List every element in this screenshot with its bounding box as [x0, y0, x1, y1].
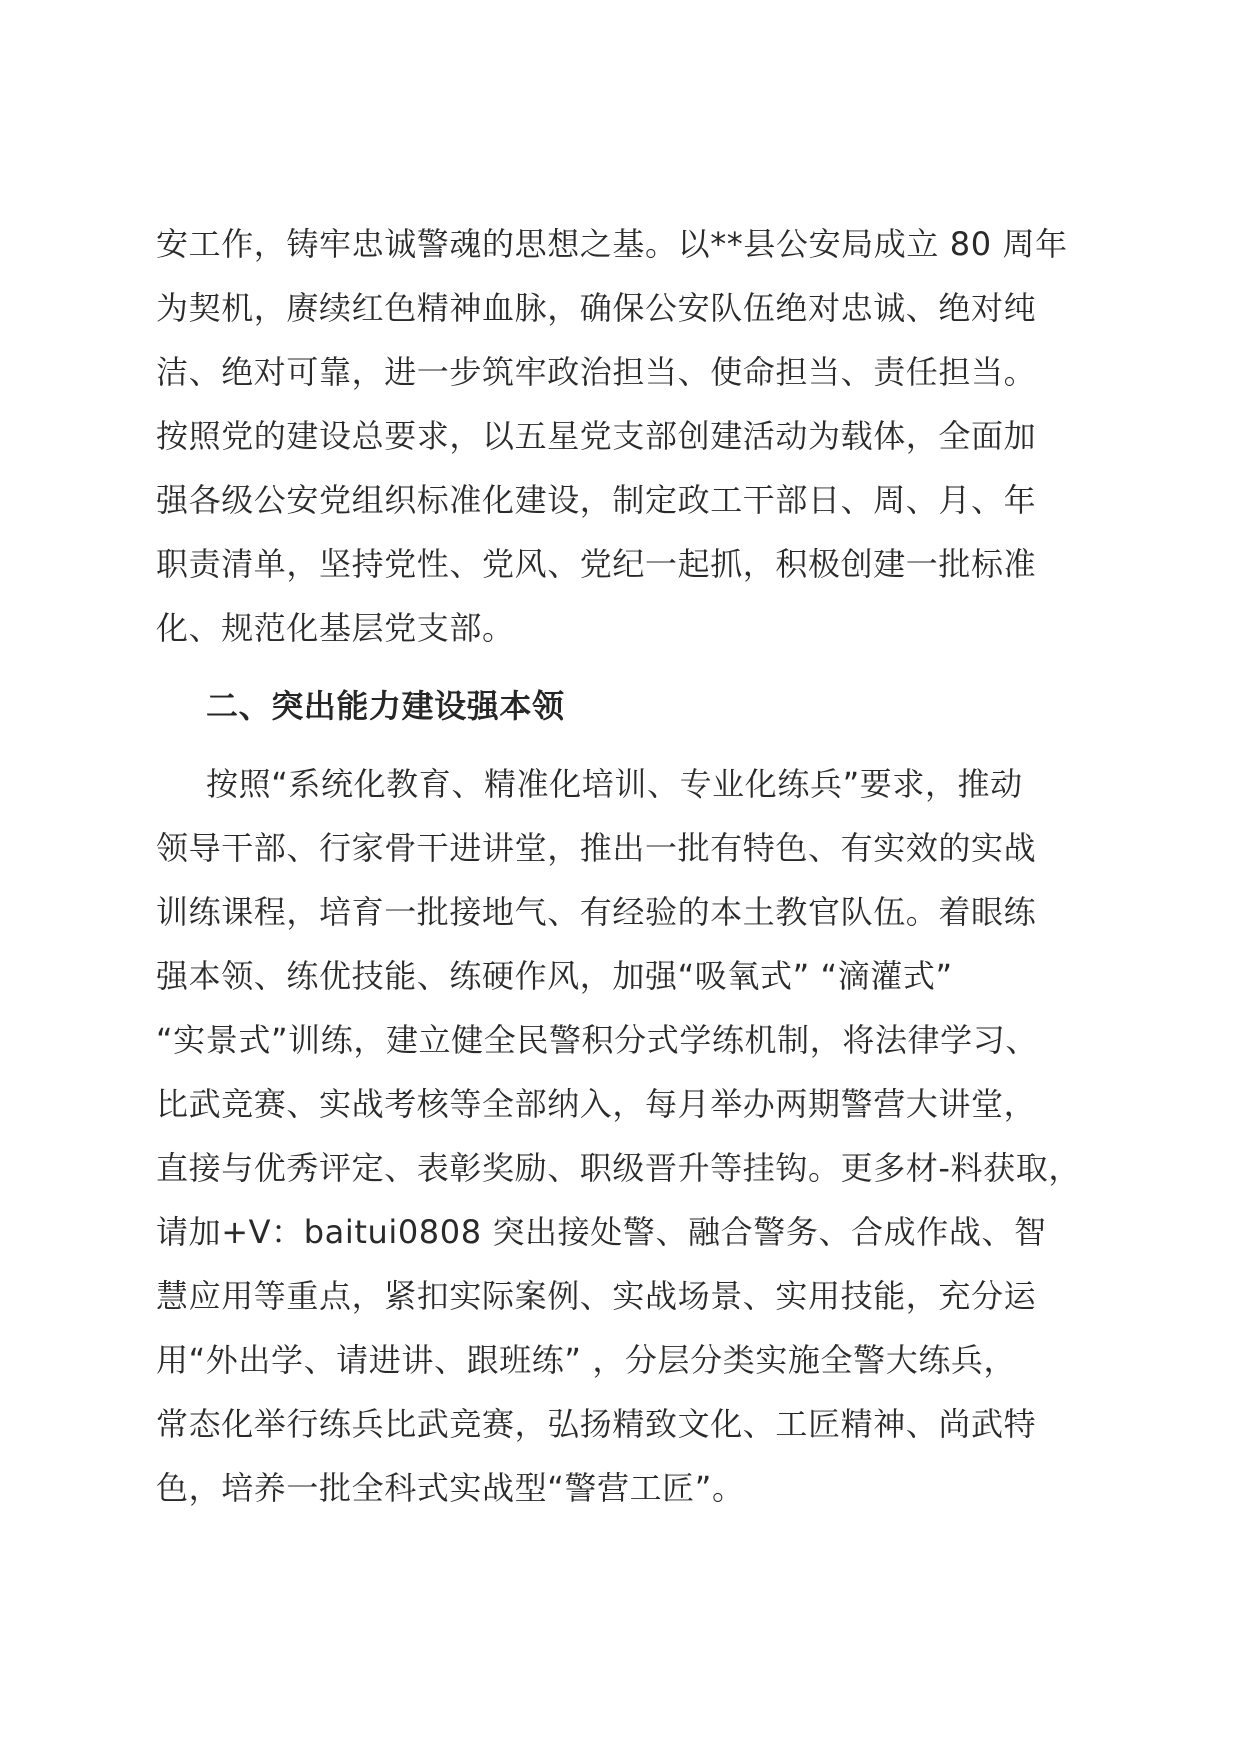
paragraph-line: 按照“系统化教育、精准化培训、专业化练兵”要求，推动 — [206, 765, 1023, 803]
paragraph-line: 训练课程，培育一批接地气、有经验的本土教官队伍。着眼练 — [156, 893, 1037, 931]
paragraph-line: 领导干部、行家骨干进讲堂，推出一批有特色、有实效的实战 — [156, 829, 1037, 867]
paragraph-line: 直接与优秀评定、表彰奖励、职级晋升等挂钩。更多材-料获取， — [156, 1149, 1081, 1187]
paragraph-line: 比武竞赛、实战考核等全部纳入，每月举办两期警营大讲堂， — [156, 1085, 1037, 1123]
paragraph-line: 安工作，铸牢忠诚警魂的思想之基。以**县公安局成立 80 周年 — [156, 225, 1068, 263]
paragraph-line: 请加+V：baitui0808 突出接处警、融合警务、合成作战、智 — [156, 1213, 1047, 1251]
paragraph-line: 为契机，赓续红色精神血脉，确保公安队伍绝对忠诚、绝对纯 — [156, 289, 1037, 327]
paragraph-line: 强本领、练优技能、练硬作风，加强“吸氧式” “滴灌式” — [156, 957, 953, 995]
section-heading: 二、突出能力建设强本领 — [206, 687, 565, 725]
paragraph-line: 洁、绝对可靠，进一步筑牢政治担当、使命担当、责任担当。 — [156, 353, 1037, 391]
paragraph-line: 色，培养一批全科式实战型“警营工匠”。 — [156, 1469, 745, 1507]
paragraph-line: 强各级公安党组织标准化建设，制定政工干部日、周、月、年 — [156, 481, 1037, 519]
paragraph-line: 职责清单，坚持党性、党风、党纪一起抓，积极创建一批标准 — [156, 545, 1037, 583]
paragraph-line: 慧应用等重点，紧扣实际案例、实战场景、实用技能，充分运 — [156, 1277, 1037, 1315]
paragraph-line: 化、规范化基层党支部。 — [156, 609, 515, 647]
paragraph-line: 用“外出学、请进讲、跟班练” ，分层分类实施全警大练兵， — [156, 1341, 1017, 1379]
paragraph-line: 常态化举行练兵比武竞赛，弘扬精致文化、工匠精神、尚武特 — [156, 1405, 1037, 1443]
paragraph-line: 按照党的建设总要求，以五星党支部创建活动为载体，全面加 — [156, 417, 1037, 455]
paragraph-line: “实景式”训练，建立健全民警积分式学练机制，将法律学习、 — [156, 1021, 1038, 1059]
